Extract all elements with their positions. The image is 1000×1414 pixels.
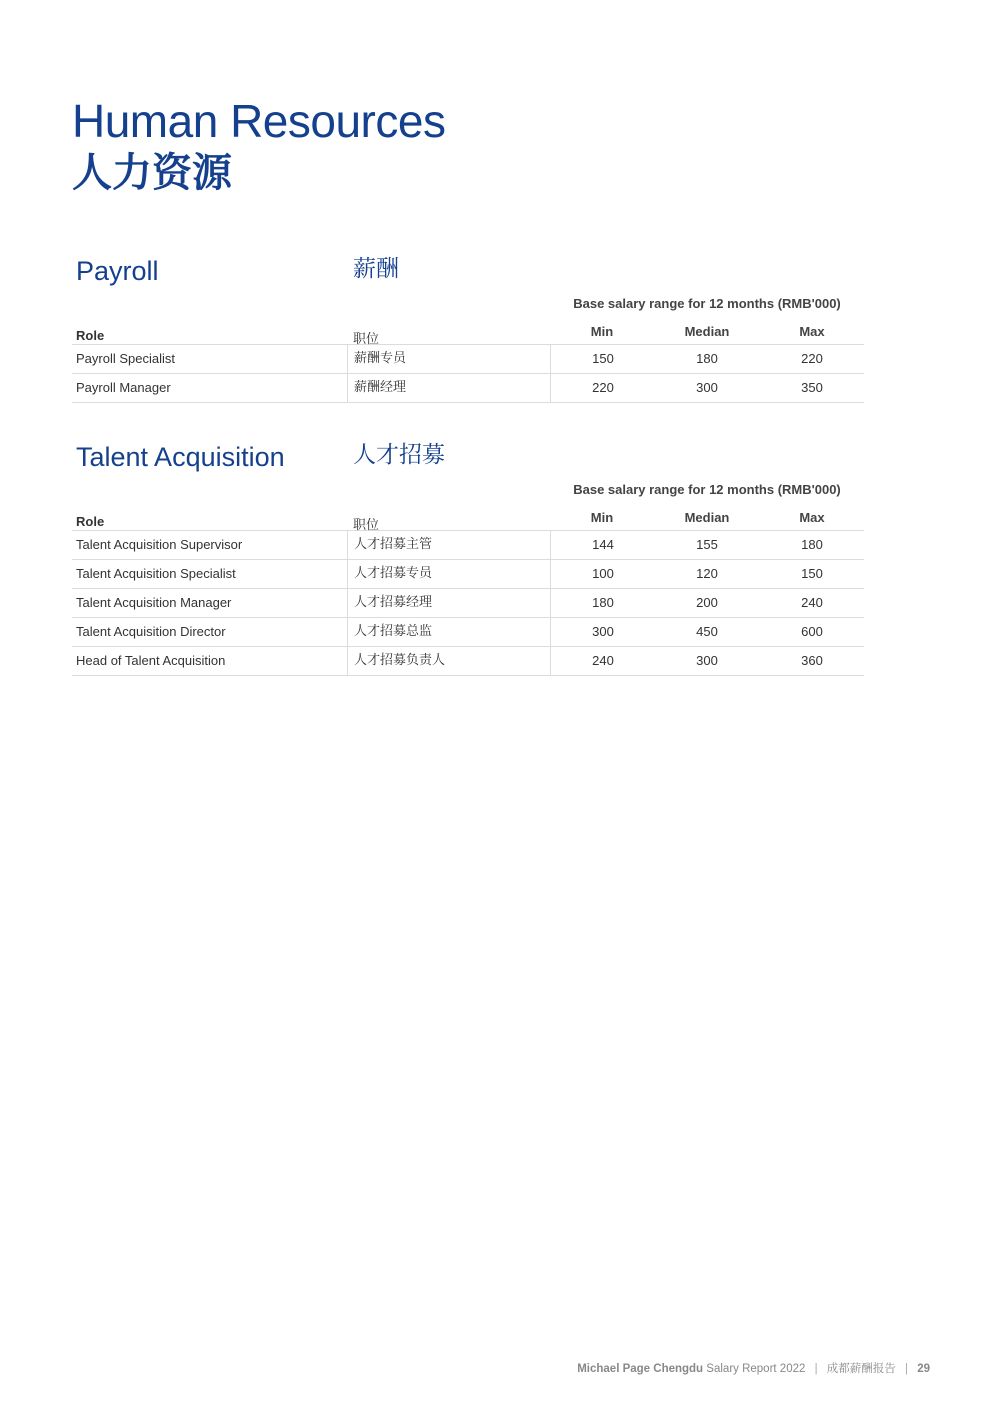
table-row xyxy=(72,560,864,589)
table-body xyxy=(72,345,864,403)
col-header-role-cn: 职位 xyxy=(353,332,380,347)
footer-report-cn: 成都薪酬报告 xyxy=(826,1361,896,1375)
table-row xyxy=(72,618,864,647)
salary-max: 350 xyxy=(801,380,823,395)
table-body xyxy=(72,531,864,676)
col-header-role-cn: 职位 xyxy=(353,518,380,533)
col-header-role: Role xyxy=(76,328,105,343)
col-header-min: Min xyxy=(590,324,614,339)
section-title-cn: 人才招募 xyxy=(353,442,445,468)
role-name: Talent Acquisition Director xyxy=(76,624,226,639)
table-row xyxy=(72,345,864,374)
table-row xyxy=(72,647,864,676)
section-title-cn: 薪酬 xyxy=(353,256,399,282)
salary-min: 180 xyxy=(550,589,655,617)
footer-separator: | xyxy=(814,1363,818,1375)
salary-min: 240 xyxy=(550,647,655,675)
table-row xyxy=(72,374,864,403)
salary-min: 220 xyxy=(550,374,655,402)
col-header-max: Max xyxy=(799,324,825,339)
role-name: Talent Acquisition Specialist xyxy=(76,566,236,581)
salary-median: 200 xyxy=(696,595,718,610)
talent-acquisition-section xyxy=(72,444,864,674)
col-header-median: Median xyxy=(684,510,730,525)
role-name-cn: 人才招募专员 xyxy=(347,560,550,588)
salary-min: 100 xyxy=(550,560,655,588)
role-name-cn: 人才招募经理 xyxy=(347,589,550,617)
page-title: Human Resources xyxy=(72,95,446,147)
salary-median: 450 xyxy=(696,624,718,639)
salary-min: 300 xyxy=(550,618,655,646)
payroll-section xyxy=(72,258,864,400)
footer-separator: | xyxy=(905,1363,908,1375)
role-name-cn: 人才招募主管 xyxy=(347,531,550,559)
salary-median: 120 xyxy=(696,566,718,581)
col-header-min: Min xyxy=(590,510,614,525)
salary-max: 220 xyxy=(801,351,823,366)
salary-max: 600 xyxy=(801,624,823,639)
salary-min: 144 xyxy=(550,531,655,559)
role-name-cn: 人才招募负责人 xyxy=(347,647,550,675)
salary-max: 240 xyxy=(801,595,823,610)
salary-min: 150 xyxy=(550,345,655,373)
footer-report: Salary Report 2022 xyxy=(706,1363,806,1375)
salary-max: 360 xyxy=(801,653,823,668)
role-name: Head of Talent Acquisition xyxy=(76,653,226,668)
col-header-role: Role xyxy=(76,514,105,529)
salary-range-caption: Base salary range for 12 months (RMB'000) xyxy=(573,482,841,497)
page-footer xyxy=(577,1360,930,1376)
role-name-cn: 薪酬经理 xyxy=(347,374,550,402)
salary-max: 180 xyxy=(801,537,823,552)
salary-median: 300 xyxy=(696,653,718,668)
page-number: 29 xyxy=(917,1363,930,1375)
page-title-cn: 人力资源 xyxy=(72,150,232,196)
role-name: Payroll Specialist xyxy=(76,351,175,366)
section-title: Payroll xyxy=(76,256,159,286)
role-name: Payroll Manager xyxy=(76,380,171,395)
col-header-median: Median xyxy=(684,324,730,339)
role-name-cn: 人才招募总监 xyxy=(347,618,550,646)
role-name: Talent Acquisition Manager xyxy=(76,595,232,610)
footer-brand: Michael Page Chengdu xyxy=(577,1363,704,1375)
salary-median: 155 xyxy=(696,537,718,552)
salary-median: 300 xyxy=(696,380,718,395)
table-header xyxy=(72,320,864,345)
salary-max: 150 xyxy=(801,566,823,581)
table-row xyxy=(72,589,864,618)
salary-median: 180 xyxy=(696,351,718,366)
table-row xyxy=(72,531,864,560)
role-name-cn: 薪酬专员 xyxy=(347,345,550,373)
col-header-max: Max xyxy=(799,510,825,525)
table-header xyxy=(72,506,864,531)
salary-range-caption: Base salary range for 12 months (RMB'000) xyxy=(573,296,841,311)
role-name: Talent Acquisition Supervisor xyxy=(76,537,243,552)
section-title: Talent Acquisition xyxy=(76,442,285,472)
